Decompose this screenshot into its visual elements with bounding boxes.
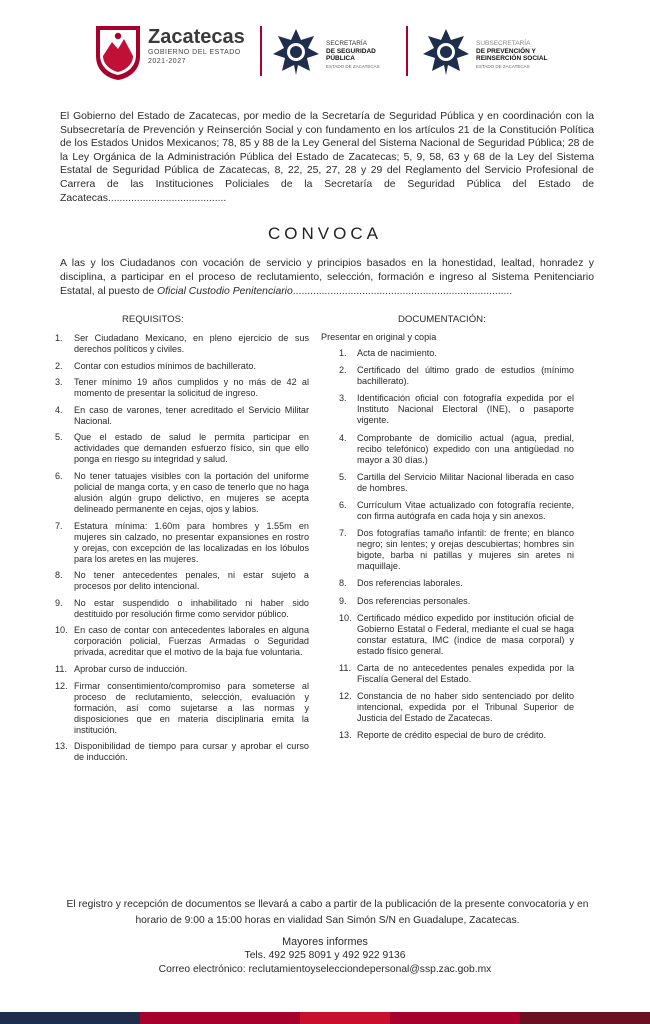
documentacion-title: DOCUMENTACIÓN:	[398, 314, 486, 325]
documento-item-number: 12.	[339, 691, 352, 702]
documento-item-number: 9.	[339, 595, 347, 606]
documento-item-number: 8.	[339, 578, 347, 589]
requisito-item	[55, 598, 309, 620]
requisito-item-text: No tener antecedentes penales, ni estar sujeto a procesos por delito intencional.	[74, 570, 309, 592]
ssp-line4: ESTADO DE ZACATECAS	[326, 63, 380, 69]
requisito-item-number: 6.	[55, 470, 63, 481]
documento-item-text: Identificación oficial con fotografía expedida por el Instituto Nacional Electoral (INE), o pasaporte vigente.	[357, 393, 574, 426]
documento-item-text: Certificado médico expedido por institución oficial de Gobierno Estatal o Federal, mediante el cual se haga constar estatura, IMC (índice de masa corporal) y estado físico general.	[357, 612, 574, 656]
requisito-item-text: Tener mínimo 19 años cumplidos y no más de 42 al momento de presentar la solicitud de ingreso.	[74, 377, 309, 399]
requisito-item-number: 11.	[55, 663, 67, 674]
police-star-badge-icon	[422, 28, 470, 76]
intro-paragraph: El Gobierno del Estado de Zacatecas, por medio de la Secretaría de Seguridad Pública y en coordinación con la Subsecretaría de Prevención y Reinserción Social y con fundamento en los artículos 21 de la Constitución Política de los Estados Unidos Mexicanos; 78, 85 y 88 de la Ley General del Sistema Nacional de Seguridad Pública; 28 de la Ley Orgánica de la Administración Pública del Estado de Zacatecas; 5, 9, 58, 63 y 68 de la Ley del Sistema Estatal de Seguridad Pública de Zacatecas, 8, 22, 25, 27, 28 y 29 del Reglamento del Servicio Profesional de Carrera de las Instituciones Policiales de la Secretaría de Seguridad Pública del Estado de Zacatecas.........................................	[60, 111, 594, 204]
documento-item-text: Reporte de crédito especial de buro de crédito.	[357, 730, 547, 741]
ssp-label	[326, 40, 380, 70]
phone-numbers: Tels. 492 925 8091 y 492 922 9136	[244, 950, 406, 961]
documento-item	[339, 663, 574, 685]
divider-line	[260, 26, 262, 76]
sub-line3: REINSERCIÓN SOCIAL	[476, 55, 548, 62]
requisitos-list	[55, 333, 309, 769]
zacatecas-shield-logo	[90, 22, 146, 82]
requisito-item-text: Aprobar curso de inducción.	[74, 663, 188, 674]
requisito-item-text: No estar suspendido o inhabilitado ni haber sido destituido por resolución firme como servidor público.	[74, 597, 309, 619]
documento-item-text: Constancia de no haber sido sentenciado por delito intencional, expedida por el Tribunal Superior de Justicia del Estado de Zacatecas.	[357, 691, 574, 724]
requisito-item-number: 10.	[55, 625, 68, 636]
requisito-item-number: 2.	[55, 360, 63, 371]
requisito-item-number: 13.	[55, 741, 68, 752]
requisito-item	[55, 681, 309, 736]
requisito-item	[55, 664, 309, 675]
requisito-item	[55, 521, 309, 565]
requisito-item-text: En caso de contar con antecedentes laborales en alguna corporación policial, Fuerzas Armadas o Seguridad privada, acreditar que el motivo de la baja fue voluntaria.	[74, 625, 309, 658]
ssp-line3: PÚBLICA	[326, 55, 355, 62]
state-brand	[148, 26, 245, 66]
documento-item-number: 4.	[339, 432, 347, 443]
documento-item-number: 11.	[339, 662, 351, 673]
documento-item	[339, 500, 574, 522]
documento-item-number: 5.	[339, 471, 347, 482]
requisito-item	[55, 333, 309, 355]
documento-item-number: 7.	[339, 528, 347, 539]
state-subtitle: GOBIERNO DEL ESTADO	[148, 49, 241, 56]
documento-item-number: 6.	[339, 499, 347, 510]
documento-item-text: Cartilla del Servicio Militar Nacional liberada en caso de hombres.	[357, 471, 574, 493]
documento-item-text: Acta de nacimiento.	[357, 348, 437, 358]
requisito-item-text: Ser Ciudadano Mexicano, en pleno ejercicio de sus derechos políticos y civiles.	[74, 333, 309, 354]
documento-item	[339, 596, 574, 607]
documento-item-text: Carta de no antecedentes penales expedida por la Fiscalía General del Estado.	[357, 662, 574, 684]
documento-item-text: Dos fotografías tamaño infantil: de frente; en blanco negro; sin lentes; y orejas descubiertas; hombres sin bigote, barba ni patillas y mujeres sin aretes ni maquillaje.	[357, 528, 574, 572]
convoca-text-before: A las y los Ciudadanos con vocación de servicio y principios basados en la honestidad, lealtad, honradez y disciplina, a participar en el proceso de reclutamiento, selección, formación e ingreso al Sistema Penitenciario Estatal, al puesto de	[60, 258, 594, 297]
ssp-line2: DE SEGURIDAD	[326, 47, 376, 55]
documento-item	[339, 613, 574, 657]
documento-item-text: Dos referencias personales.	[357, 595, 471, 606]
convoca-dots: ............................................................................	[292, 285, 513, 297]
documento-item	[339, 578, 574, 589]
requisito-item	[55, 741, 309, 763]
documento-item	[339, 393, 574, 426]
registro-paragraph: El registro y recepción de documentos se llevará a cabo a partir de la publicación de la presente convocatoria y en horario de 9:00 a 15:00 horas en vialidad San Simón S/N en Guadalupe, Zacatecas.	[66, 899, 589, 926]
convoca-paragraph	[60, 257, 594, 298]
documento-item-number: 13.	[339, 730, 352, 741]
documento-item-text: Currículum Vitae actualizado con fotografía reciente, con firma autógrafa en cada hoja y sin anexos.	[357, 499, 574, 521]
documento-item-text: Dos referencias laborales.	[357, 578, 463, 589]
requisitos-title: REQUISITOS:	[122, 314, 184, 325]
sub-line1: SUBSECRETARÍA	[476, 40, 531, 47]
requisito-item-text: Contar con estudios mínimos de bachillerato.	[74, 360, 256, 371]
documentacion-list	[339, 348, 574, 747]
documento-item-text: Comprobante de domicilio actual (agua, predial, recibo telefónico) expedido con una antigüedad no mayor a 30 días.)	[357, 432, 574, 465]
header	[0, 0, 650, 100]
documento-item-number: 10.	[339, 612, 352, 623]
requisito-item	[55, 405, 309, 427]
documento-item	[339, 365, 574, 387]
documentacion-intro: Presentar en original y copia	[321, 332, 437, 342]
requisito-item-number: 4.	[55, 404, 63, 415]
documento-item	[339, 472, 574, 494]
police-star-badge-icon	[272, 28, 320, 76]
requisito-item-number: 7.	[55, 520, 63, 531]
position-name: Oficial Custodio Penitenciario	[157, 285, 293, 297]
documento-item-number: 2.	[339, 365, 347, 376]
requisito-item	[55, 377, 309, 399]
requisito-item-number: 8.	[55, 570, 63, 581]
requisito-item-number: 5.	[55, 432, 63, 443]
subsecretaria-label	[476, 40, 548, 70]
sub-line2: DE PREVENCIÓN Y	[476, 47, 536, 55]
documento-item	[339, 348, 574, 359]
requisito-item-number: 1.	[55, 333, 63, 343]
mayores-informes-title: Mayores informes	[282, 936, 368, 948]
requisito-item-text: No tener tatuajes visibles con la portación del uniforme policial de manga corta, y en caso de tenerlo que no haga alusión algún grupo delictivo, en mujeres se acepta delineado permanente en cejas, ojos y labios.	[74, 470, 309, 514]
documento-item	[339, 691, 574, 724]
documento-item-text: Certificado del último grado de estudios (mínimo bachillerato).	[357, 365, 574, 387]
documento-item	[339, 528, 574, 572]
requisito-item-number: 9.	[55, 597, 63, 608]
requisito-item	[55, 361, 309, 372]
requisito-item	[55, 471, 309, 515]
state-years: 2021-2027	[148, 58, 186, 65]
state-name: Zacatecas	[148, 26, 245, 48]
ssp-line1: SECRETARÍA	[326, 40, 368, 47]
requisito-item-text: Que el estado de salud le permita participar en actividades que demanden esfuerzo físico, sin que ello ponga en riesgo su integridad y salud.	[74, 432, 309, 465]
requisito-item-text: Estatura mínima: 1.60m para hombres y 1.55m en mujeres sin calzado, no presentar expansiones en rostro y orejas, con excepción de las localizadas en los lóbulos para los aretes en las mujeres.	[74, 520, 309, 564]
documento-item	[339, 433, 574, 466]
documento-item	[339, 730, 574, 741]
sub-line4: ESTADO DE ZACATECAS	[476, 63, 530, 69]
requisito-item-number: 3.	[55, 377, 63, 388]
requisito-item-text: En caso de varones, tener acreditado el Servicio Militar Nacional.	[74, 404, 309, 426]
requisito-item	[55, 432, 309, 465]
divider-line	[406, 26, 408, 76]
documento-item-number: 3.	[339, 393, 347, 404]
requisito-item	[55, 625, 309, 658]
requisito-item-text: Firmar consentimiento/compromiso para someterse al proceso de reclutamiento, selección, evaluación y formación, así como sujetarse a las normas y disposiciones que en materia disciplinaria emita la institución.	[74, 680, 309, 735]
convoca-title: CONVOCA	[268, 224, 382, 243]
documento-item-number: 1.	[339, 348, 347, 358]
requisito-item	[55, 570, 309, 592]
requisito-item-text: Disponibilidad de tiempo para cursar y aprobar el curso de inducción.	[74, 741, 309, 763]
requisito-item-number: 12.	[55, 680, 68, 691]
contact-email: Correo electrónico: reclutamientoyselecciondepersonal@ssp.zac.gob.mx	[158, 964, 492, 975]
bottom-decorative-bar	[0, 1012, 650, 1024]
